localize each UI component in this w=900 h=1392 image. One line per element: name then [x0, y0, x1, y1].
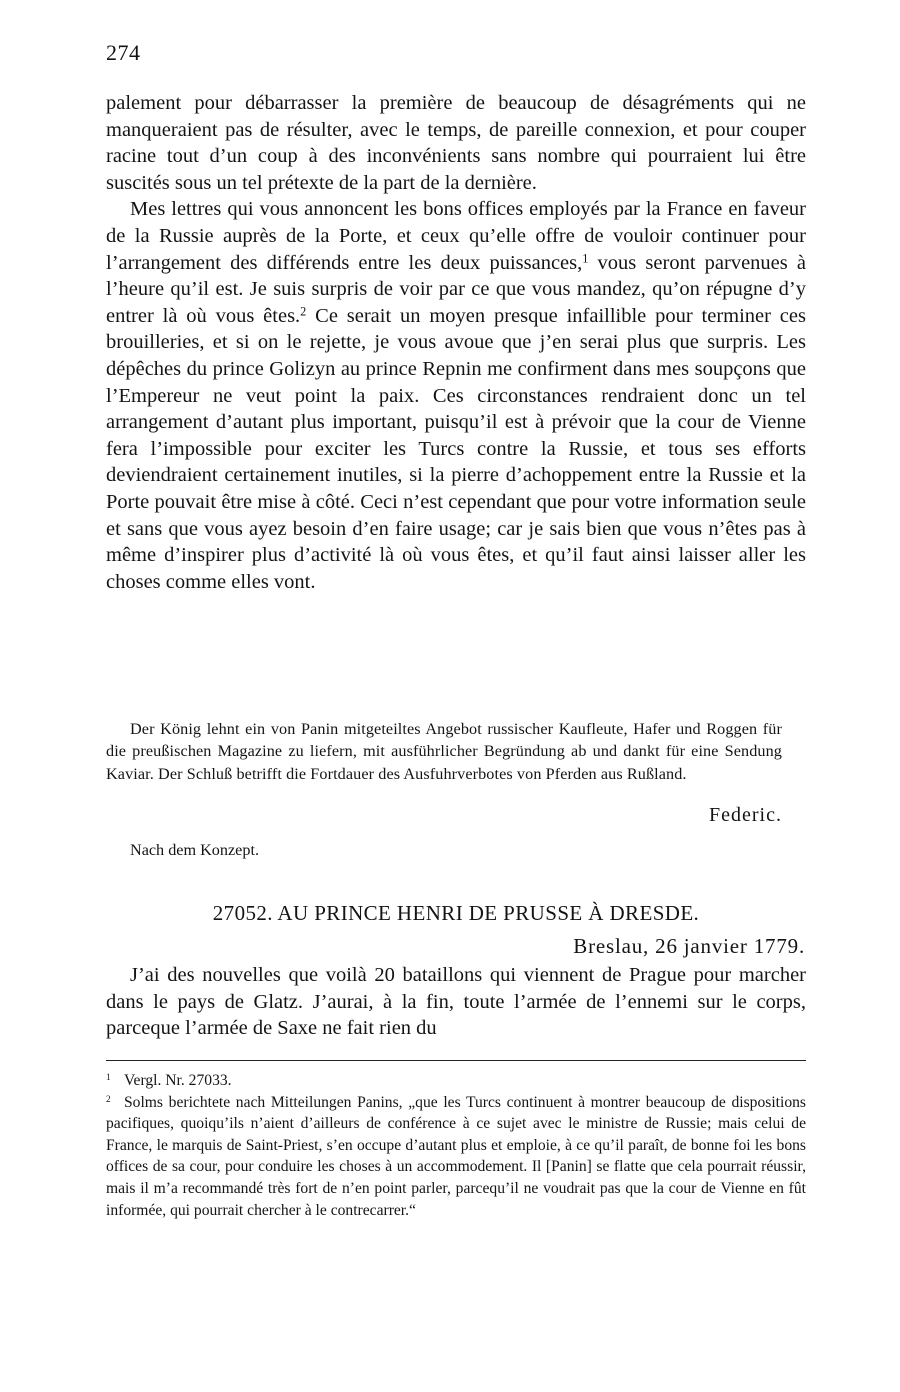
footnote-ref[interactable]: 1: [582, 250, 589, 265]
footnotes: [106, 1070, 806, 1221]
signature: Federic.: [709, 804, 782, 826]
letter-body: [106, 90, 806, 595]
paragraph: palement pour débarrasser la première de beaucoup de désagréments qui ne manqueraient pas de résulter, avec le temps, de pareille connexion, et pour couper racine tout d’un coup à des inconvénients sans nombre qui pourraient lui être suscités sous un tel prétexte de la part de la dernière.: [106, 92, 806, 194]
paragraph-text: vous seront parvenues à l’heure qu’il est. Je suis surpris de voir par ce que vous mandez, qu’on répugne d’y entrer là où vous êtes.: [106, 251, 806, 327]
footnote: [106, 1092, 806, 1222]
paragraph-text: Ce serait un moyen presque infaillible pour terminer ces brouilleries, et si on le rejette, je vous avoue que j’en serai plus que surpris. Les dépêches du prince Golizyn au prince Repnin me confirment dans mes soupçons que l’Empereur ne veut point la paix. Ces circonstances rendraient donc un tel arrangement d’autant plus important, puisqu’il est à prévoir que la cour de Vienne fera l’impossible pour exciter les Turcs contre la Russie, et tous ses efforts deviendraient certainement inutiles, si la pierre d’achoppement entre la Russie et la Porte pouvait être mise à côté. Ceci n’est cependant que pour votre information seule et sans que vous ayez besoin d’en faire usage; car je sais bien que vous n’êtes pas à même d’inspirer plus d’activité là où vous êtes, et qu’il faut ainsi laisser aller les choses comme elles vont.: [106, 304, 806, 593]
footnote-mark: 2: [106, 1094, 111, 1105]
footnote-divider: [106, 1060, 806, 1061]
dateline: Breslau, 26 janvier 1779.: [573, 934, 805, 958]
source-note: Nach dem Konzept.: [130, 841, 260, 859]
footnote-text: Vergl. Nr. 27033.: [124, 1072, 232, 1089]
german-summary: Der König lehnt ein von Panin mitgeteiltes Angebot russischer Kaufleute, Hafer und Roggen für die preußischen Magazine zu liefern, mit ausführlicher Begründung ab und dankt für eine Sendung Kaviar. Der Schluß betrifft die Fortdauer des Ausfuhrverbotes von Pferden aus Rußland.: [106, 720, 782, 783]
footnote-text: Solms berichtete nach Mitteilungen Panins, „que les Turcs continuent à montrer beaucoup de dispositions pacifiques, quoiqu’ils n’aient d’ailleurs de conférence à ce sujet avec le ministre de Russie; mais celui de France, le marquis de Saint-Priest, s’en occupe d’autant plus et emploie, à ce qu’il paraît, de bonne foi les bons offices de sa cour, pour conduire les choses à un accommodement. Il [Panin] se flatte que cela pourrait réussir, mais il m’a recommandé très fort de n’en point parler, parcequ’il ne voudrait pas que la cour de Vienne en fût informée, qui pourrait chercher à le contrecarrer.“: [106, 1093, 806, 1219]
footnote-mark: 1: [106, 1072, 111, 1083]
page-number: 274: [106, 40, 141, 65]
letter-body: [106, 962, 806, 1042]
paragraph: [106, 196, 806, 595]
letter-heading: 27052. AU PRINCE HENRI DE PRUSSE À DRESDE.: [212, 901, 700, 925]
paragraph: J’ai des nouvelles que voilà 20 bataillons qui viennent de Prague pour marcher dans le pays de Glatz. J’aurai, à la fin, toute l’armée de l’ennemi sur le corps, parceque l’armée de Saxe ne fait rien du: [106, 964, 806, 1040]
paragraph-text: Mes lettres qui vous annoncent les bons offices employés par la France en faveur de la Russie auprès de la Porte, et ceux qu’elle offre de vouloir continuer pour l’arrangement des différends entre les deux puissances,: [106, 198, 806, 274]
footnote: [106, 1070, 806, 1092]
footnote-ref[interactable]: 2: [300, 304, 307, 318]
